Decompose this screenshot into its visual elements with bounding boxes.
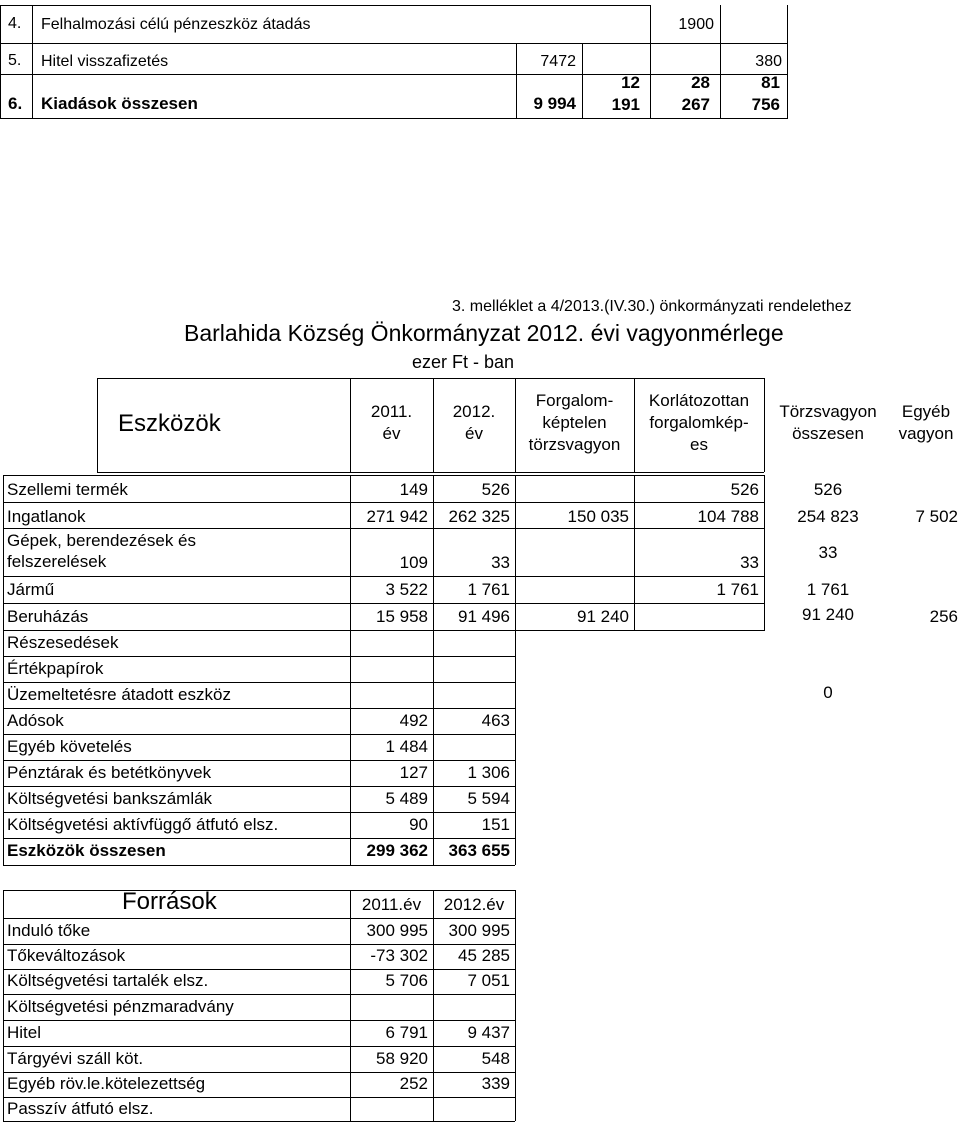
source-2012: 45 285	[458, 946, 510, 965]
value-2011: 149	[399, 480, 428, 499]
source-label: Hitel	[7, 1023, 42, 1042]
row-value: 28 267	[681, 73, 710, 114]
source-2011: 252	[399, 1074, 428, 1093]
source-label: Tárgyévi száll köt.	[7, 1049, 144, 1068]
asset-label: Gépek, berendezések és felszerelések	[7, 531, 197, 571]
source-2011: 6 791	[385, 1023, 428, 1042]
value-2012: 262 325	[448, 507, 510, 526]
value-2011: 5 489	[385, 789, 428, 808]
value-2012: 5 594	[467, 789, 510, 808]
source-label: Egyéb röv.le.kötelezettség	[7, 1074, 206, 1093]
source-label: Költségvetési pénzmaradvány	[7, 997, 234, 1016]
value-korlatozottan: 104 788	[697, 507, 759, 526]
value-korlatozottan: 33	[740, 553, 759, 572]
value-2011: 1 484	[385, 737, 428, 756]
assets-total-label: Eszközök összesen	[7, 841, 166, 860]
header-forgalomkeptelen: Forgalom- képtelen törzsvagyon	[528, 391, 621, 454]
value-forgalomkeptelen: 91 240	[577, 607, 629, 626]
row-value: 9 994	[533, 94, 576, 113]
source-2011: 5 706	[385, 971, 428, 990]
row-value: 12 191	[611, 73, 640, 114]
source-2012: 300 995	[448, 921, 510, 940]
asset-label: Adósok	[7, 711, 64, 730]
source-label: Költségvetési tartalék elsz.	[7, 971, 209, 990]
value-torzsvagyon: 33	[818, 543, 838, 562]
row-number: 6.	[8, 94, 23, 113]
value-2011: 271 942	[366, 507, 428, 526]
value-torzsvagyon: 91 240	[802, 605, 854, 624]
source-label: Induló tőke	[7, 921, 91, 940]
header-egyeb-vagyon: Egyéb vagyon	[898, 402, 954, 443]
row-label: Kiadások összesen	[41, 94, 198, 113]
source-2012: 9 437	[467, 1023, 510, 1042]
value-korlatozottan: 526	[730, 480, 759, 499]
header-2012: 2012. év	[452, 402, 496, 443]
asset-label: Egyéb követelés	[7, 737, 132, 756]
assets-header-label: Eszközök	[118, 410, 221, 437]
value-2012: 526	[481, 480, 510, 499]
row-value: 7472	[540, 53, 576, 70]
source-2012: 339	[481, 1074, 510, 1093]
source-2012: 7 051	[467, 971, 510, 990]
value-2012: 151	[481, 815, 510, 834]
header-korlatozottan: Korlátozottan forgalomkép- es	[648, 391, 750, 454]
annex-reference: 3. melléklet a 4/2013.(IV.30.) önkormányzati rendelethez	[452, 298, 852, 315]
asset-label: Pénztárak és betétkönyvek	[7, 763, 212, 782]
asset-label: Költségvetési bankszámlák	[7, 789, 213, 808]
value-2012: 1 306	[467, 763, 510, 782]
value-2011: 492	[399, 711, 428, 730]
row-label: Felhalmozási célú pénzeszköz átadás	[41, 16, 311, 33]
header-2011: 2011. év	[370, 402, 413, 443]
value-torzsvagyon: 526	[813, 480, 843, 499]
value-2011: 3 522	[385, 580, 428, 599]
source-2011: 300 995	[366, 921, 428, 940]
value-2011: 127	[399, 763, 428, 782]
asset-label: Beruházás	[7, 607, 89, 626]
source-2012: 548	[481, 1049, 510, 1068]
value-2011: 109	[399, 553, 428, 572]
source-label: Passzív átfutó elsz.	[7, 1099, 154, 1118]
value-2012: 33	[491, 553, 510, 572]
header-torzsvagyon: Törzsvagyon összesen	[779, 402, 877, 443]
value-torzsvagyon: 0	[823, 683, 833, 702]
value-egyeb-vagyon: 256	[929, 607, 958, 626]
assets-total-2012: 363 655	[448, 841, 510, 860]
row-label: Hitel visszafizetés	[41, 53, 169, 70]
asset-label: Költségvetési aktívfüggő átfutó elsz.	[7, 815, 279, 834]
row-value: 81 756	[751, 73, 780, 114]
value-forgalomkeptelen: 150 035	[567, 507, 629, 526]
assets-total-2011: 299 362	[366, 841, 428, 860]
sources-header-2011: 2011.év	[361, 895, 422, 914]
asset-label: Ingatlanok	[7, 507, 86, 526]
unit-label: ezer Ft - ban	[412, 352, 515, 372]
source-label: Tőkeváltozások	[7, 946, 126, 965]
value-2011: 90	[409, 815, 428, 834]
row-number: 4.	[8, 15, 22, 32]
source-2011: -73 302	[370, 946, 428, 965]
value-egyeb-vagyon: 7 502	[915, 507, 958, 526]
asset-label: Értékpapírok	[7, 659, 104, 678]
asset-label: Szellemi termék	[7, 480, 128, 499]
asset-label: Részesedések	[7, 633, 119, 652]
row-number: 5.	[8, 52, 22, 69]
sources-header-label: Források	[122, 888, 217, 915]
sources-header-2012: 2012.év	[443, 895, 505, 914]
value-2011: 15 958	[376, 607, 428, 626]
value-torzsvagyon: 1 761	[806, 580, 850, 599]
row-value: 380	[755, 53, 782, 70]
source-2011: 58 920	[376, 1049, 428, 1068]
value-korlatozottan: 1 761	[716, 580, 759, 599]
row-value: 1900	[678, 16, 714, 33]
value-torzsvagyon: 254 823	[797, 507, 859, 526]
value-2012: 463	[481, 711, 510, 730]
page-title: Barlahida Község Önkormányzat 2012. évi vagyonmérlege	[184, 320, 784, 346]
value-2012: 1 761	[467, 580, 510, 599]
value-2012: 91 496	[458, 607, 510, 626]
asset-label: Üzemeltetésre átadott eszköz	[7, 685, 231, 704]
asset-label: Jármű	[7, 580, 55, 599]
